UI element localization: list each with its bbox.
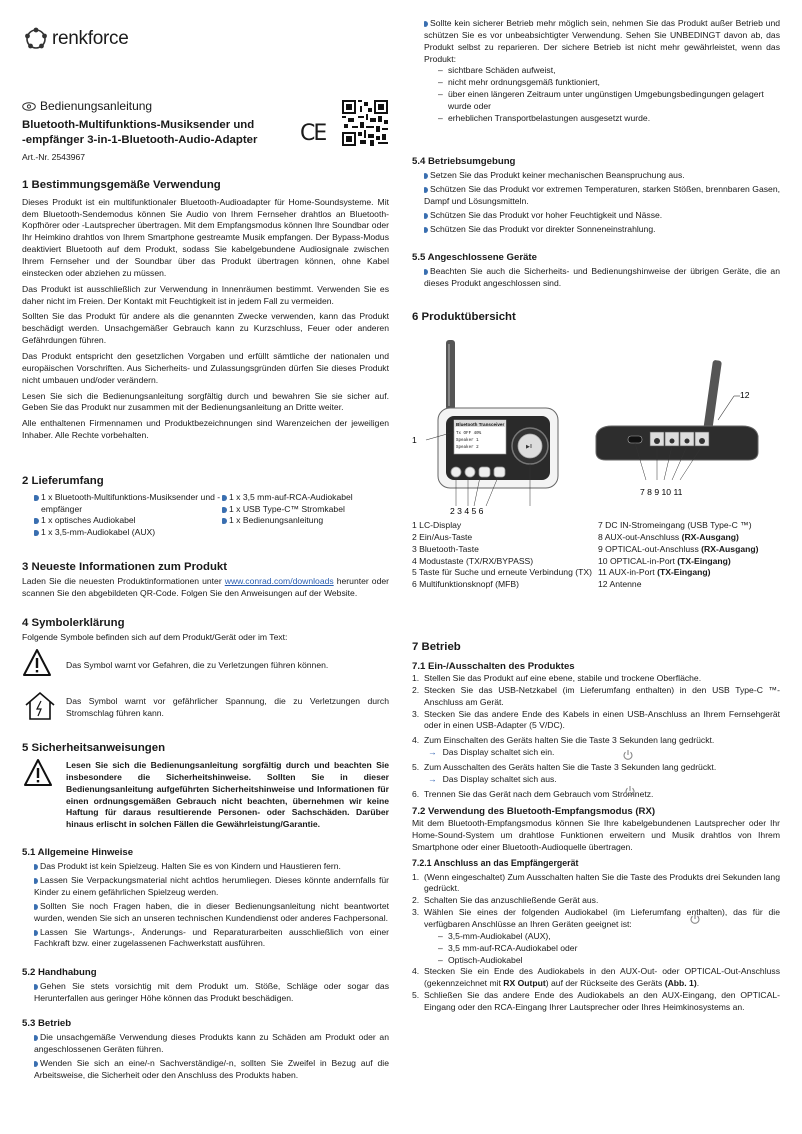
screen-title: Bluetooth Transceiver xyxy=(456,422,505,427)
bullet-item: Das Produkt ist kein Spielzeug. Halten Sie es von Kindern und Haustieren fern. xyxy=(34,861,389,873)
symbol-1-text: Das Symbol warnt vor Gefahren, die zu Verletzungen führen können. xyxy=(66,660,329,670)
section-2-title: 2 Lieferumfang xyxy=(22,475,104,487)
s1-paragraph: Das Produkt entspricht den gesetzlichen Vorgaben und erfüllt sämtliche der nationalen und europäischen Vorschriften. Aus Sicherheits- und Zulassungsgründen dürfen Sie dieses Produkt nicht umbauen und/oder verändern. xyxy=(22,351,389,385)
screen-line: Speaker 2 xyxy=(456,446,479,450)
power-icon xyxy=(622,749,634,761)
qr-code xyxy=(342,100,388,146)
safety-warning: Lesen Sie sich die Bedienungsanleitung sorgfältig durch und beachten Sie insbesondere die Sicherheitshinweise. Sollten Sie in dieser Bedienungsanleitung aufgeführten Sicherheitshinweise und Informationen für einen ordnungsgemäßen Gebrauch nicht beachten, übernehmen wir keine Haftung für daraus resultierende Personen- oder Sachschäden. Darüber hinaus erlischt in solchen Fällen die Gewährleistung/Garantie. xyxy=(66,760,389,830)
s1-paragraph: Alle enthaltenen Firmennamen und Produktbezeichnungen sind Warenzeichen der jeweiligen Inhaber. Alle Rechte vorbehalten. xyxy=(22,418,389,441)
legend-item: 7 DC IN-Stromeingang (USB Type-C ™) xyxy=(598,520,752,530)
list-item: 1 x Bluetooth-Multifunktions-Musiksender und -empfänger xyxy=(34,492,222,516)
svg-text:▶‖: ▶‖ xyxy=(526,444,532,450)
legend-item: 10 OPTICAL-in-Port (TX-Eingang) xyxy=(598,555,731,566)
list-item: 1 x 3,5 mm-auf-RCA-Audiokabel xyxy=(222,492,382,504)
step: 4. Stecken Sie ein Ende des Audiokabels in den AUX-Out- oder OPTICAL-Out-Anschluss (gekennzeichnet mit RX Output) auf der Rückseite des Geräts (Abb. 1). xyxy=(412,966,780,989)
bullet-item: Die unsachgemäße Verwendung dieses Produkts kann zu Schäden am Produkt oder an angeschlossenen Geräten führen. xyxy=(34,1032,389,1055)
downloads-link[interactable]: www.conrad.com/downloads xyxy=(224,575,334,586)
bluetooth-button[interactable] xyxy=(465,467,475,477)
dash-item: – nicht mehr ordnungsgemäß funktioniert, xyxy=(438,77,600,88)
legend-item: 6 Multifunktionsknopf (MFB) xyxy=(412,579,519,590)
step: 4. Zum Einschalten des Geräts halten Sie die Taste 3 Sekunden lang gedrückt. xyxy=(412,735,715,746)
section-5-4 xyxy=(412,155,780,236)
title-line-1: Bluetooth-Multifunktions-Musiksender und xyxy=(22,119,255,131)
bullet-item: Setzen Sie das Produkt keiner mechanischen Beanspruchung aus. xyxy=(424,170,780,182)
section-5-2 xyxy=(22,966,389,1005)
dash-item: – sichtbare Schäden aufweist, xyxy=(438,65,556,76)
legend-item: 3 Bluetooth-Taste xyxy=(412,543,479,554)
s52-title: 5.2 Handhabung xyxy=(22,967,97,978)
renkforce-logo-icon xyxy=(24,27,48,51)
bullet-item: Sollte kein sicherer Betrieb mehr möglich sein, nehmen Sie das Produkt außer Betrieb und schützen Sie es vor unbeabsichtigter Verwendung. Sehen Sie UNBEDINGT davon ab, das Produkt selbst zu reparieren. Der sichere Betrieb ist nicht mehr gewährleistet, wenn das Produkt: xyxy=(424,18,780,64)
s54-title: 5.4 Betriebsumgebung xyxy=(412,156,516,167)
legend-item: 2 Ein/Aus-Taste xyxy=(412,531,473,542)
step: 1. Stellen Sie das Produkt auf eine ebene, stabile und trockene Oberfläche. xyxy=(412,672,702,683)
s3-paragraph: Laden Sie die neuesten Produktinformationen unter www.conrad.com/downloads herunter oder scannen Sie den abgebildeten QR-Code. Folgen Sie den Anweisungen auf der Website. xyxy=(22,575,390,598)
legend-item: 11 AUX-in-Port (TX-Eingang) xyxy=(598,567,711,578)
product-illustration xyxy=(412,340,780,520)
callouts-front: 2 3 4 5 6 xyxy=(450,506,484,516)
section-5-title: 5 Sicherheitsanweisungen xyxy=(22,742,166,754)
s72-title: 7.2 Verwendung des Bluetooth-Empfangsmodus (RX) xyxy=(412,805,656,817)
section-4 xyxy=(22,616,389,648)
search-button[interactable] xyxy=(494,467,505,477)
callout-12: 12 xyxy=(740,390,750,400)
bullet-item: Schützen Sie das Produkt vor hoher Feuchtigkeit und Nässe. xyxy=(424,210,780,222)
doc-type xyxy=(22,98,152,115)
warning-triangle-icon xyxy=(22,758,54,788)
step: 6. Trennen Sie das Gerät nach dem Gebrauch vom Stromnetz. xyxy=(412,788,654,799)
screen-line: Tx OFF 40% xyxy=(456,432,482,436)
s1-paragraph: Das Produkt ist ausschließlich zur Verwendung in Innenräumen bestimmt. Verwenden Sie es daher nicht im Freien. Der Kontakt mit Feuchtigkeit ist in jedem Fall zu vermeiden. xyxy=(22,283,389,306)
bullet-item: Schützen Sie das Produkt vor extremen Temperaturen, starken Stößen, brennbaren Gasen, Dampf und Lösungsmitteln. xyxy=(424,184,780,206)
s1-paragraph: Lesen Sie sich die Bedienungsanleitung sorgfältig durch und bewahren Sie sie sicher auf. Geben Sie das Produkt nur zusammen mit der Bedienungsanleitung an Dritte weiter. xyxy=(22,390,389,413)
list-item: 1 x 3,5-mm-Audiokabel (AUX) xyxy=(34,527,222,539)
s1-paragraph: Dieses Produkt ist ein multifunktionaler Bluetooth-Audioadapter für Home-Soundsysteme. Mit dem Bluetooth-Sendemodus können Sie Audio von Ihrem Fernseher drahtlos an Bluetooth-Kopfhörer oder -Lautsprecher übertragen. Mit dem Empfangsmodus können Ihre Soundbar oder Ihr Heimkino drahtlos von Ihrem Smartphone gestreamte Musik empfangen. Der Bypass-Modus deaktiviert Bluetooth auf dem Produkt, sodass Sie kabelgebundene Audiosignale zwischen Ihrem Fernseher und der Soundbar über das Produkt übertragen können, ohne Kabel einstecken oder abziehen zu müssen. xyxy=(22,196,389,278)
s51-title: 5.1 Allgemeine Hinweise xyxy=(22,847,134,858)
section-2 xyxy=(22,474,389,539)
bullet-item: Lassen Sie Verpackungsmaterial nicht achtlos herumliegen. Dieses könnte andernfalls für Kinder zu einem gefährlichen Spielzeug werden. xyxy=(34,875,389,897)
callout-1: 1 xyxy=(412,435,417,445)
result-line: → Das Display schaltet sich aus. xyxy=(428,773,557,784)
list-item: 1 x USB Type-C™ Stromkabel xyxy=(222,504,382,516)
power-button[interactable] xyxy=(451,467,461,477)
bullet-item: Lassen Sie Wartungs-, Änderungs- und Reparaturarbeiten ausschließlich von einer Fachkraft bzw. einer zugelassenen Fachwerkstatt ausführen. xyxy=(34,926,389,949)
screen-line: Speaker 1 xyxy=(456,439,479,443)
dash-item: – erheblichen Transportbelastungen ausgesetzt wurde. xyxy=(438,112,651,123)
article-number: Art.-Nr. 2543967 xyxy=(22,152,86,162)
step: 1. (Wenn eingeschaltet) Zum Ausschalten halten Sie die Taste des Produkts drei Sekunden lang gedrückt. xyxy=(412,871,780,894)
bullet-item: Schützen Sie das Produkt vor direkter Sonneneinstrahlung. xyxy=(424,224,780,236)
legend-item: 5 Taste für Suche und erneute Verbindung (TX) xyxy=(412,567,592,578)
step: 3. Stecken Sie das andere Ende des Kabels in einen USB-Anschluss an Ihrem Fernsehgerät oder in einen USB-Adapter (5 V/DC). xyxy=(412,708,780,731)
step: 5. Schließen Sie das andere Ende des Audiokabels an den AUX-Eingang, den OPTICAL-Eingang oder den RCA-Eingang Ihrer Lautsprecher oder Ihres Heimkinosystems an. xyxy=(412,990,780,1012)
s71-title: 7.1 Ein-/Ausschalten des Produktes xyxy=(412,660,575,672)
s4-intro: Folgende Symbole befinden sich auf dem Produkt/Gerät oder im Text: xyxy=(22,631,288,642)
step: 5. Zum Ausschalten des Geräts halten Sie die Taste 3 Sekunden lang gedrückt. xyxy=(412,761,717,772)
section-7 xyxy=(412,640,780,1014)
brand-logo xyxy=(24,26,129,52)
bullet-item: Sollten Sie noch Fragen haben, die in dieser Bedienungsanleitung nicht beantwortet wurden, wenden Sie sich an unseren technischen Kundendienst oder anderes Fachpersonal. xyxy=(34,900,389,923)
section-5 xyxy=(22,741,389,757)
section-1-title: 1 Bestimmungsgemäße Verwendung xyxy=(22,179,221,191)
device-back xyxy=(596,360,758,480)
device-front xyxy=(426,340,558,506)
legend-item: 1 LC-Display xyxy=(412,520,462,530)
s53-title: 5.3 Betrieb xyxy=(22,1018,72,1029)
symbol-2-text: Das Symbol warnt vor gefährlicher Spannung, die zu Verletzungen durch Stromschlag führen kann. xyxy=(66,696,389,718)
legend-item: 4 Modustaste (TX/RX/BYPASS) xyxy=(412,555,534,566)
section-7-title: 7 Betrieb xyxy=(412,641,461,653)
legend-right xyxy=(598,520,780,591)
dash-item: – über einen längeren Zeitraum unter ungünstigen Umgebungsbedingungen gelagert wurde oder xyxy=(438,89,764,112)
s1-paragraph: Sollten Sie das Produkt für andere als die genannten Zwecke verwenden, kann das Produkt beschädigt werden. Unsachgemäßer Gebrauch kann zu Kurzschluss, Feuer oder anderen Gefährdungen führen. xyxy=(22,311,389,346)
section-5-5 xyxy=(412,251,780,290)
section-3-title: 3 Neueste Informationen zum Produkt xyxy=(22,561,228,573)
brand-name: renkforce xyxy=(52,28,129,49)
section-5-3-cont xyxy=(412,18,780,125)
step: 2. Schalten Sie das anzuschließende Gerät aus. xyxy=(412,895,599,906)
bullet-item: Beachten Sie auch die Sicherheits- und Bedienungshinweise der übrigen Geräte, die an dieses Produkt angeschlossen sind. xyxy=(424,266,780,289)
section-5-3 xyxy=(22,1017,389,1082)
title-line-2: -empfänger 3-in-1-Bluetooth-Audio-Adapter xyxy=(22,134,258,147)
section-1 xyxy=(22,178,389,446)
mode-button[interactable] xyxy=(479,467,490,477)
section-4-title: 4 Symbolerklärung xyxy=(22,617,125,629)
s72-paragraph: Mit dem Bluetooth-Empfangsmodus können Sie Ihre kabelgebundenen Lautsprecher oder Ihr Home-Sound-System um drahtlose Funktionen erweitern und Musik drahtlos von Ihrem Smartphone oder einer Bluetooth-Audioquelle übertragen. xyxy=(412,817,780,852)
power-icon xyxy=(689,913,701,925)
product-title xyxy=(22,118,282,149)
step: 3. Wählen Sie eines der folgenden Audiokabel (im Lieferumfang enthalten), das für die verfügbaren Anschlüsse an Ihren Geräten geeignet ist: xyxy=(412,907,780,929)
list-item: 1 x optisches Audiokabel xyxy=(34,515,222,527)
result-line: → Das Display schaltet sich ein. xyxy=(428,747,555,758)
legend-item: 8 AUX-out-Anschluss (RX-Ausgang) xyxy=(598,531,739,542)
doc-type-label: Bedienungsanleitung xyxy=(40,99,153,113)
step: 2. Stecken Sie das USB-Netzkabel (im Lieferumfang enthalten) in den USB Type-C ™-Anschluss am Gerät. xyxy=(412,684,780,707)
bullet-item: Wenden Sie sich an eine/-n Sachverständige/-n, sollten Sie Zweifel in Bezug auf die Arbeitsweise, die Sicherheit oder den Anschluss des Produkts haben. xyxy=(34,1057,389,1080)
ce-mark: CE xyxy=(300,121,326,146)
list-item: 1 x Bedienungsanleitung xyxy=(222,515,382,527)
legend-left xyxy=(412,520,592,591)
dash-item: – Optisch-Audiokabel xyxy=(438,954,523,965)
bullet-item: Gehen Sie stets vorsichtig mit dem Produkt um. Stöße, Schläge oder sogar das Herunterfallen aus geringer Höhe können das Produkt beschädigen. xyxy=(34,981,389,1004)
callouts-back: 7 8 9 10 11 xyxy=(640,487,683,497)
dash-item: – 3,5 mm-auf-RCA-Audiokabel oder xyxy=(438,942,578,953)
house-voltage-icon xyxy=(24,690,56,722)
section-5-1 xyxy=(22,846,389,952)
warning-triangle-icon xyxy=(22,648,52,678)
legend-item: 9 OPTICAL-out-Anschluss (RX-Ausgang) xyxy=(598,543,759,554)
s55-title: 5.5 Angeschlossene Geräte xyxy=(412,252,537,263)
section-6-title: 6 Produktübersicht xyxy=(412,311,516,323)
dash-item: – 3,5-mm-Audiokabel (AUX), xyxy=(438,930,551,941)
section-3 xyxy=(22,560,389,603)
legend-item: 12 Antenne xyxy=(598,579,642,590)
power-icon xyxy=(624,785,636,797)
eye-icon xyxy=(22,102,36,111)
s721-title: 7.2.1 Anschluss an das Empfängergerät xyxy=(412,858,579,869)
